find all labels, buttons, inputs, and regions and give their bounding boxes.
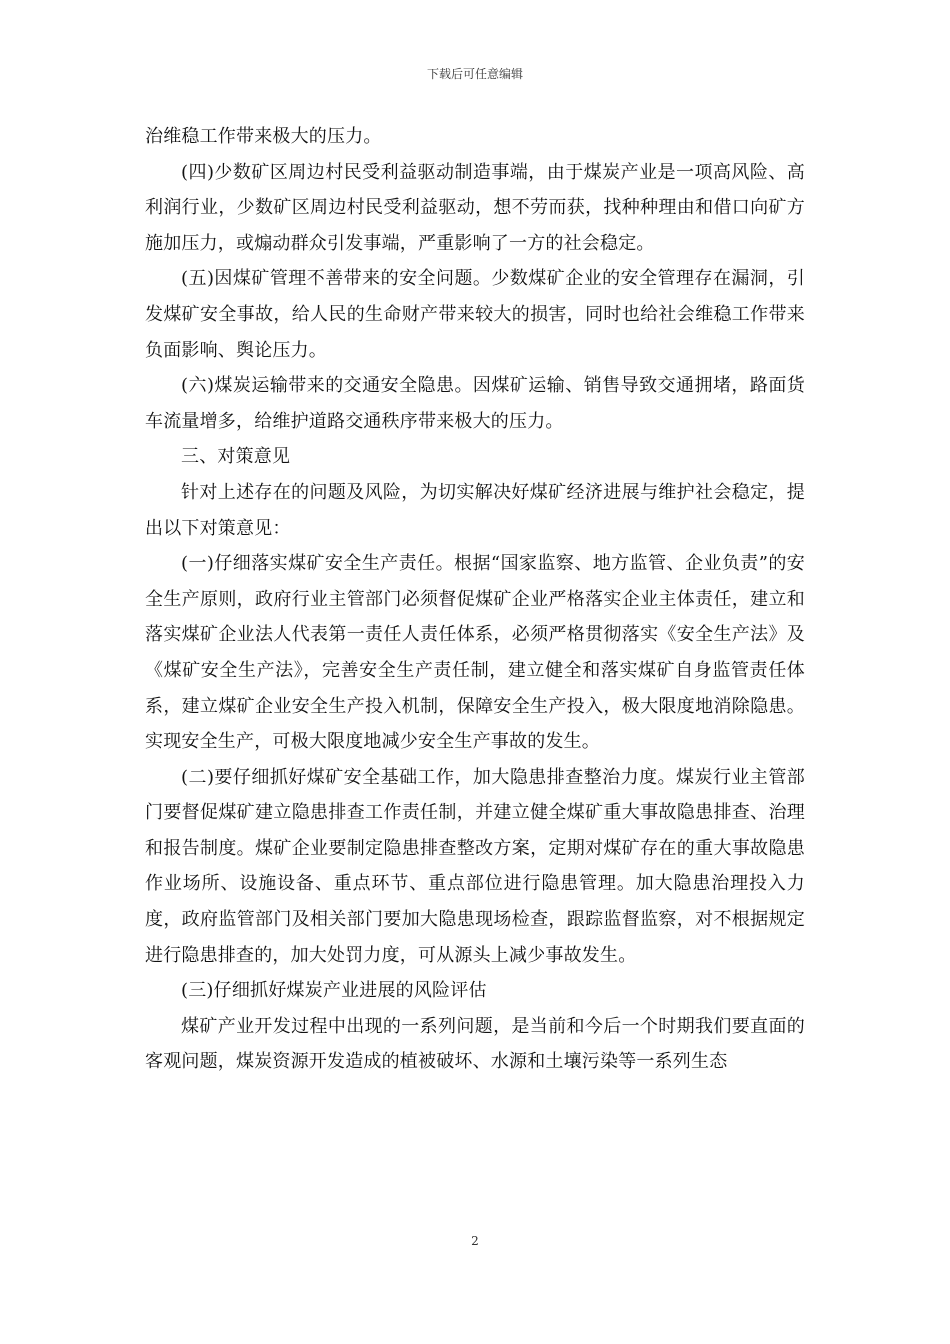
paragraph-measure-1: (一)仔细落实煤矿安全生产责任。根据“国家监察、地方监管、企业负责”的安全生产原则，政府行业主管部门必须督促煤矿企业严格落实企业主体责任，建立和落实煤矿企业法人代表第一责任人责任体系，必须严格贯彻落实《安全生产法》及《煤矿安全生产法》，完善安全生产责任制，建立健全和落实煤矿自身监管责任体系，建立煤矿企业安全生产投入机制，保障安全生产投入，极大限度地消除隐患。实现安全生产，可极大限度地减少安全生产事故的发生。: [145, 553, 805, 753]
document-body: [145, 119, 805, 1080]
paragraph-measure-3-body: 煤矿产业开发过程中出现的一系列问题，是当前和今后一个时期我们要直面的客观问题，煤炭资源开发造成的植被破坏、水源和土壤污染等一系列生态: [145, 1015, 805, 1073]
paragraph-continuation: 治维稳工作带来极大的压力。: [145, 126, 382, 147]
paragraph-measure-3-heading: (三)仔细抓好煤炭产业进展的风险评估: [181, 980, 487, 1002]
paragraph-item-5: (五)因煤矿管理不善带来的安全问题。少数煤矿企业的安全管理存在漏洞，引发煤矿安全事故，给人民的生命财产带来较大的损害，同时也给社会维稳工作带来负面影响、舆论压力。: [145, 268, 805, 361]
page-number: 2: [471, 1234, 479, 1248]
paragraph-item-4: (四)少数矿区周边村民受利益驱动制造事端，由于煤炭产业是一项高风险、高利润行业，少数矿区周边村民受利益驱动，想不劳而获，找种种理由和借口向矿方施加压力，或煽动群众引发事端，严重影响了一方的社会稳定。: [145, 161, 805, 254]
paragraph-measure-2: (二)要仔细抓好煤矿安全基础工作，加大隐患排查整治力度。煤炭行业主管部门要督促煤矿建立隐患排查工作责任制，并建立健全煤矿重大事故隐患排查、治理和报告制度。煤矿企业要制定隐患排查整改方案，定期对煤矿存在的重大事故隐患作业场所、设施设备、重点环节、重点部位进行隐患管理。加大隐患治理投入力度，政府监管部门及相关部门要加大隐患现场检查，跟踪监督监察，对不根据规定进行隐患排查的，加大处罚力度，可从源头上减少事故发生。: [145, 766, 805, 966]
page-header: 下载后可任意编辑: [426, 67, 523, 81]
paragraph-intro: 针对上述存在的问题及风险，为切实解决好煤矿经济进展与维护社会稳定，提出以下对策意见：: [145, 481, 805, 539]
paragraph-item-6: (六)煤炭运输带来的交通安全隐患。因煤矿运输、销售导致交通拥堵，路面货车流量增多，给维护道路交通秩序带来极大的压力。: [145, 375, 805, 432]
section-heading-3: 三、对策意见: [181, 446, 291, 468]
